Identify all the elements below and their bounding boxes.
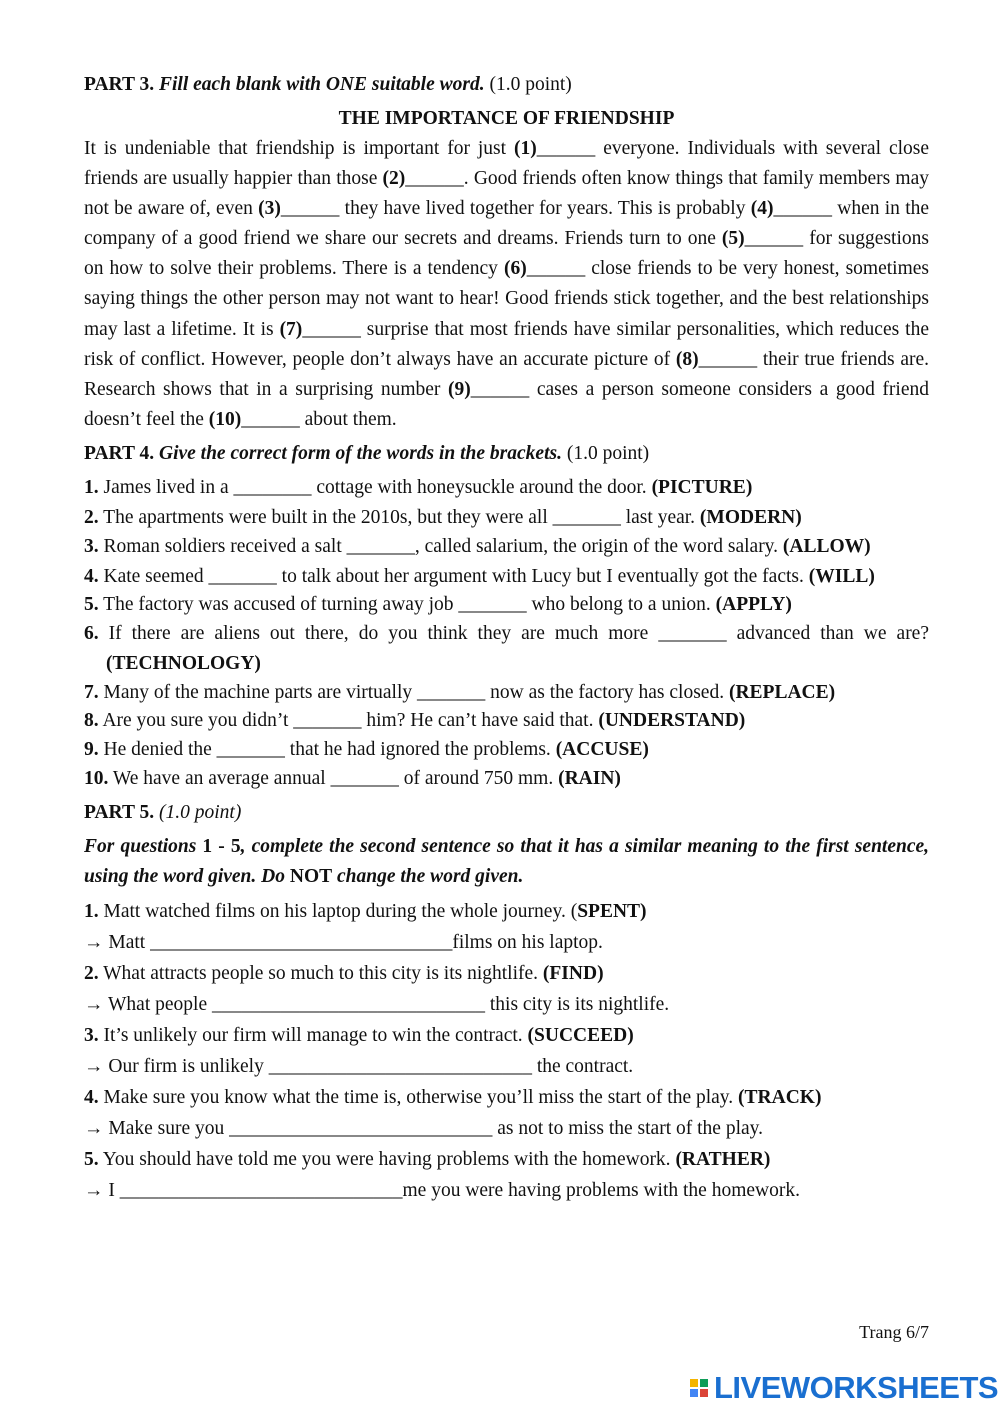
answer-line [84,1175,929,1206]
part4-label: PART 4. [84,442,155,464]
part3-points: (1.0 point) [489,74,572,95]
part4-points: (1.0 point) [566,442,650,464]
passage-segment: ______ when in the company of a good friend we share our secrets and dreams. Friends turn to one [84,198,930,250]
part5-heading [84,798,929,828]
given-word: (REPLACE) [728,681,836,703]
part5-label: PART 5. [84,801,155,823]
passage-segment: ______. Good friends often know things that family members may not be aware of, even [84,168,929,220]
blank-number: (3) [258,198,281,220]
logo-square-2 [700,1379,708,1387]
question-item [84,591,929,619]
answer-line [84,989,929,1020]
answer-text: Make sure you ___________________________ as not to miss the start of the play. [103,1117,763,1139]
part5-points: (1.0 point) [158,801,242,823]
given-word: (RAIN) [558,768,621,790]
answer-text: Our firm is unlikely ___________________________ the contract. [103,1055,634,1077]
passage-segment: ______ they have lived together for years. This is probably [280,198,751,220]
arrow-icon: → [84,931,104,953]
question-number: 2. [84,506,99,528]
question-item [84,503,929,533]
question-number: 9. [84,738,99,760]
passage-segment: ______ surprise that most friends have similar personalities, which reduces the risk of conflict. However, people don’t always have an accurate picture of [84,318,929,370]
answer-text: What people ____________________________ this city is its nightlife. [103,993,670,1015]
transform-question [84,1144,929,1175]
question-number: 1. [84,900,99,922]
given-word: (SUCCEED) [527,1024,634,1046]
instruction-text: change the word given. [332,865,524,887]
blank-number: (9) [448,378,471,400]
passage-segment: ______ everyone. Individuals with several close friends are usually happier than those [84,138,930,190]
question-number: 4. [84,1086,99,1108]
arrow-icon: → [84,1179,104,1201]
question-text: Roman soldiers received a salt _______, called salarium, the origin of the word salary. [103,536,779,558]
question-item [84,707,929,735]
question-item [84,619,929,678]
question-number: 4. [84,565,99,587]
given-word: (APPLY) [715,594,792,616]
passage-segment: It is undeniable that friendship is important for just [84,138,515,159]
given-word: (WILL) [808,565,875,587]
question-text: What attracts people so much to this city is its nightlife. [103,962,539,984]
question-item [84,764,929,794]
part3-label: PART 3. [84,74,155,95]
question-number: 3. [84,1024,99,1046]
given-word: (MODERN) [699,506,802,528]
question-number: 1. [84,476,99,498]
question-item [84,473,929,503]
liveworksheets-logo [690,1370,998,1406]
answer-text: I _____________________________me you were having problems with the homework. [103,1179,800,1201]
worksheet-page [84,70,929,1206]
question-text: Many of the machine parts are virtually _______ now as the factory has closed. [103,681,725,703]
blank-number: (5) [721,228,745,250]
question-text: Matt watched films on his laptop during the whole journey. ( [103,900,578,922]
given-word: (RATHER) [675,1148,771,1170]
page-number: Trang 6/7 [859,1322,929,1342]
blank-number: (10) [208,408,242,430]
logo-text: LIVEWORKSHEETS [714,1370,999,1405]
part4-instruction: Give the correct form of the words in the brackets. [158,442,562,464]
question-number: 10. [84,768,109,790]
blank-number: (4) [750,198,774,220]
question-number: 7. [84,681,99,703]
question-text: The apartments were built in the 2010s, but they were all _______ last year. [103,506,696,528]
question-text: Are you sure you didn’t _______ him? He can’t have said that. [102,709,594,731]
logo-square-1 [690,1379,698,1387]
given-word: (ACCUSE) [555,738,649,760]
blank-number: (7) [279,318,303,340]
part5-instruction [84,832,929,892]
question-text: He denied the _______ that he had ignored the problems. [103,738,551,760]
transform-question [84,1082,929,1113]
answer-line [84,1113,929,1144]
given-word: SPENT) [577,900,647,922]
instruction-text: , complete the second sentence so that it has a similar meaning to the first sentence, using the word given. Do [84,835,930,887]
given-word: (FIND) [542,962,604,984]
logo-square-4 [700,1389,708,1397]
question-text: James lived in a ________ cottage with honeysuckle around the door. [103,476,647,498]
question-number: 5. [84,1148,99,1170]
question-text: If there are aliens out there, do you think they are much more _______ advanced than we are? [108,623,929,645]
question-item [84,562,929,592]
question-number: 5. [84,594,99,616]
blank-number: (2) [382,168,406,190]
passage-text [84,134,929,435]
logo-square-3 [690,1389,698,1397]
given-word: (PICTURE) [651,476,753,498]
question-number: 2. [84,962,99,984]
question-text: It’s unlikely our firm will manage to win the contract. [103,1024,523,1046]
question-text: Make sure you know what the time is, otherwise you’ll miss the start of the play. [103,1086,734,1108]
instruction-not: NOT [289,865,333,887]
transform-question [84,958,929,989]
given-word: (TRACK) [738,1086,822,1108]
passage-title: THE IMPORTANCE OF FRIENDSHIP [338,108,675,129]
logo-mark-icon [690,1379,708,1397]
question-number: 6. [84,623,99,645]
arrow-icon: → [84,1055,104,1077]
passage-segment: ______ about them. [241,408,397,430]
passage-segment: ______ their true friends are. Research shows that in a surprising number [84,348,929,400]
blank-number: (8) [675,348,699,370]
part4-heading [84,439,929,469]
question-text: We have an average annual _______ of around 750 mm. [112,768,554,790]
answer-line [84,927,929,958]
part3-heading [84,70,929,100]
arrow-icon: → [84,1117,104,1139]
blank-number: (6) [503,258,527,280]
question-text: You should have told me you were having problems with the homework. [102,1148,671,1170]
question-item [84,532,929,562]
passage-segment: ______ cases a person someone considers a good friend doesn’t feel the [84,378,929,430]
given-word: (ALLOW) [782,536,871,558]
blank-number: (1) [514,138,537,159]
passage-segment: ______ close friends to be very honest, sometimes saying things the other person may not want to hear! Good friends stick together, and the best relationships may last a lifetime. It is [84,258,929,340]
question-item [84,679,929,707]
given-word: (UNDERSTAND) [598,709,746,731]
given-word: (TECHNOLOGY) [106,652,261,674]
part3-instruction: Fill each blank with ONE suitable word. [158,74,485,95]
passage-segment: ______ for suggestions on how to solve their problems. There is a tendency [84,228,929,280]
question-item [84,735,929,765]
transform-question [84,1020,929,1051]
arrow-icon: → [84,993,104,1015]
answer-text: Matt _______________________________films on his laptop. [103,931,603,953]
question-text: The factory was accused of turning away job _______ who belong to a union. [103,594,711,616]
instruction-text: For questions [84,835,203,857]
question-number: 3. [84,536,99,558]
answer-line [84,1051,929,1082]
question-text: Kate seemed _______ to talk about her argument with Lucy but I eventually got the facts. [103,565,804,587]
instruction-range: 1 - 5 [202,835,241,857]
transform-question [84,896,929,927]
question-number: 8. [84,709,99,731]
